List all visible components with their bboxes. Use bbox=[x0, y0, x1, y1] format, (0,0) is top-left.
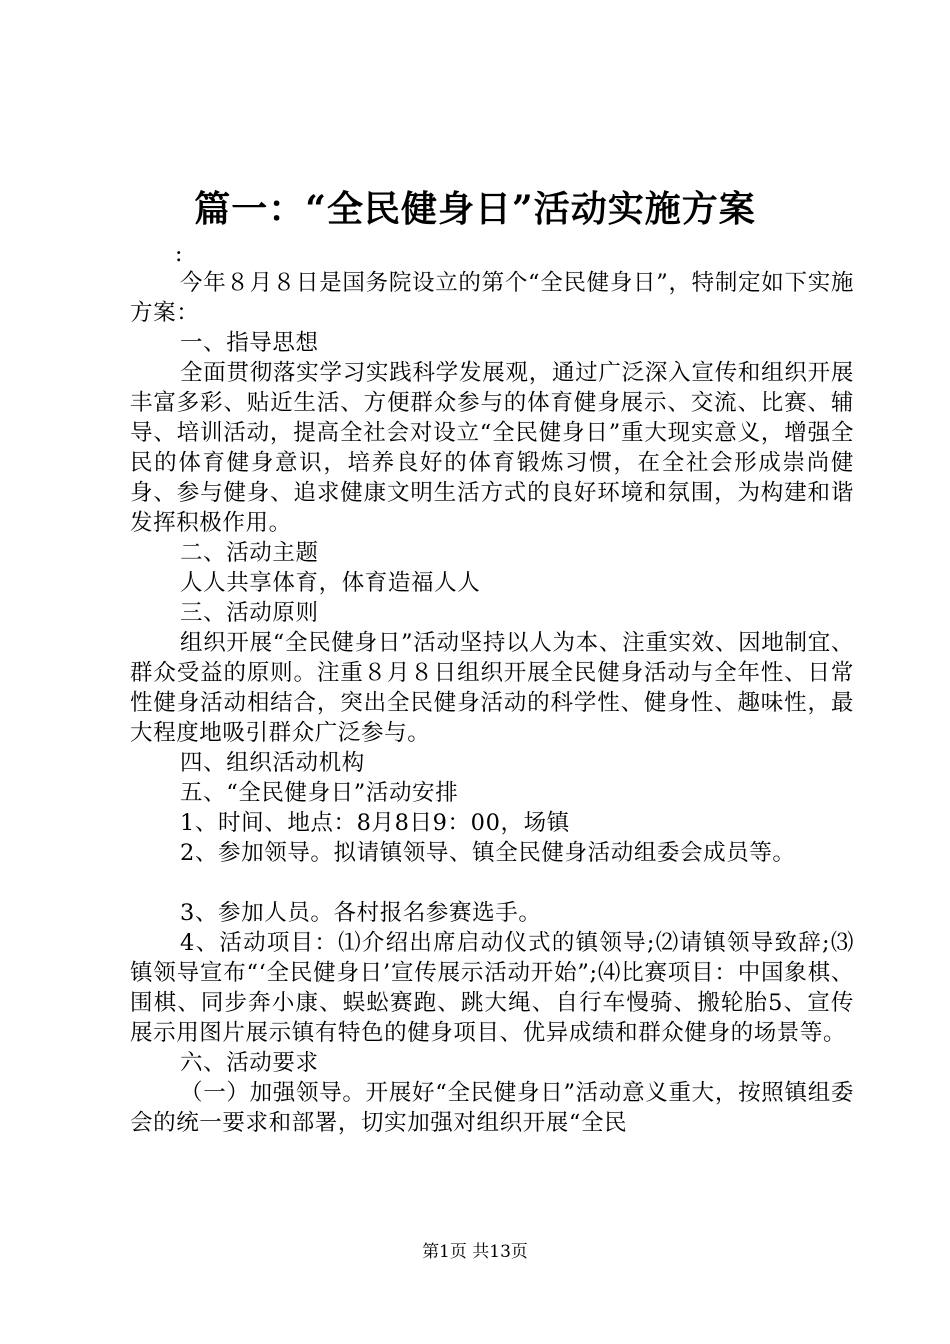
section-heading-arrangements: 五、“全民健身日”活动安排 bbox=[180, 780, 459, 806]
section-heading-requirements: 六、活动要求 bbox=[180, 1050, 319, 1076]
paragraph-intro: 今年８月８日是国务院设立的第个“全民健身日”，特制定如下实施方案： bbox=[130, 270, 854, 326]
list-item-time-place: 1、时间、地点：8月8日9：00，场镇 bbox=[180, 810, 570, 836]
paragraph-guiding-ideology: 全面贯彻落实学习实践科学发展观，通过广泛深入宣传和组织开展丰富多彩、贴近生活、方便群众参与的体育健身展示、交流、比赛、辅导、培训活动，提高全社会对设立“全民健身日”重大现实意义，增强全民的体育健身意识，培养良好的体育锻炼习惯，在全社会形成崇尚健身、参与健身、追求健康文明生活方式的良好环境和氛围，为构建和谐发挥积极作用。 bbox=[130, 360, 854, 536]
subtitle-colon: : bbox=[175, 242, 183, 267]
document-title: 篇一：“全民健身日”活动实施方案 bbox=[194, 188, 756, 230]
list-item-leaders: 2、参加领导。拟请镇领导、镇全民健身活动组委会成员等。 bbox=[180, 840, 796, 866]
list-item-participants: 3、参加人员。各村报名参赛选手。 bbox=[180, 900, 542, 926]
section-heading-theme: 二、活动主题 bbox=[180, 540, 319, 566]
section-heading-principles: 三、活动原则 bbox=[180, 600, 319, 626]
blank-line bbox=[130, 868, 854, 898]
paragraph-theme: 人人共享体育，体育造福人人 bbox=[180, 570, 481, 596]
paragraph-principles: 组织开展“全民健身日”活动坚持以人为本、注重实效、因地制宜、群众受益的原则。注重８月８日组织开展全民健身活动与全年性、日常性健身活动相结合，突出全民健身活动的科学性、健身性、趣味性，最大程度地吸引群众广泛参与。 bbox=[130, 630, 854, 746]
page-footer: 第1页 共13页 bbox=[422, 1242, 528, 1262]
section-heading-guiding-ideology: 一、指导思想 bbox=[180, 330, 319, 356]
list-item-activities: 4、活动项目：⑴介绍出席启动仪式的镇领导;⑵请镇领导致辞;⑶镇领导宣布“‘全民健身日’宣传展示活动开始”;⑷比赛项目：中国象棋、围棋、同步奔小康、蜈蚣赛跑、跳大绳、自行车慢骑、搬轮胎5、宣传展示用图片展示镇有特色的健身项目、优异成绩和群众健身的场景等。 bbox=[130, 930, 854, 1046]
paragraph-requirements: （一）加强领导。开展好“全民健身日”活动意义重大，按照镇组委会的统一要求和部署，切实加强对组织开展“全民 bbox=[130, 1080, 854, 1136]
document-body bbox=[130, 268, 854, 1138]
section-heading-organization: 四、组织活动机构 bbox=[180, 750, 365, 776]
